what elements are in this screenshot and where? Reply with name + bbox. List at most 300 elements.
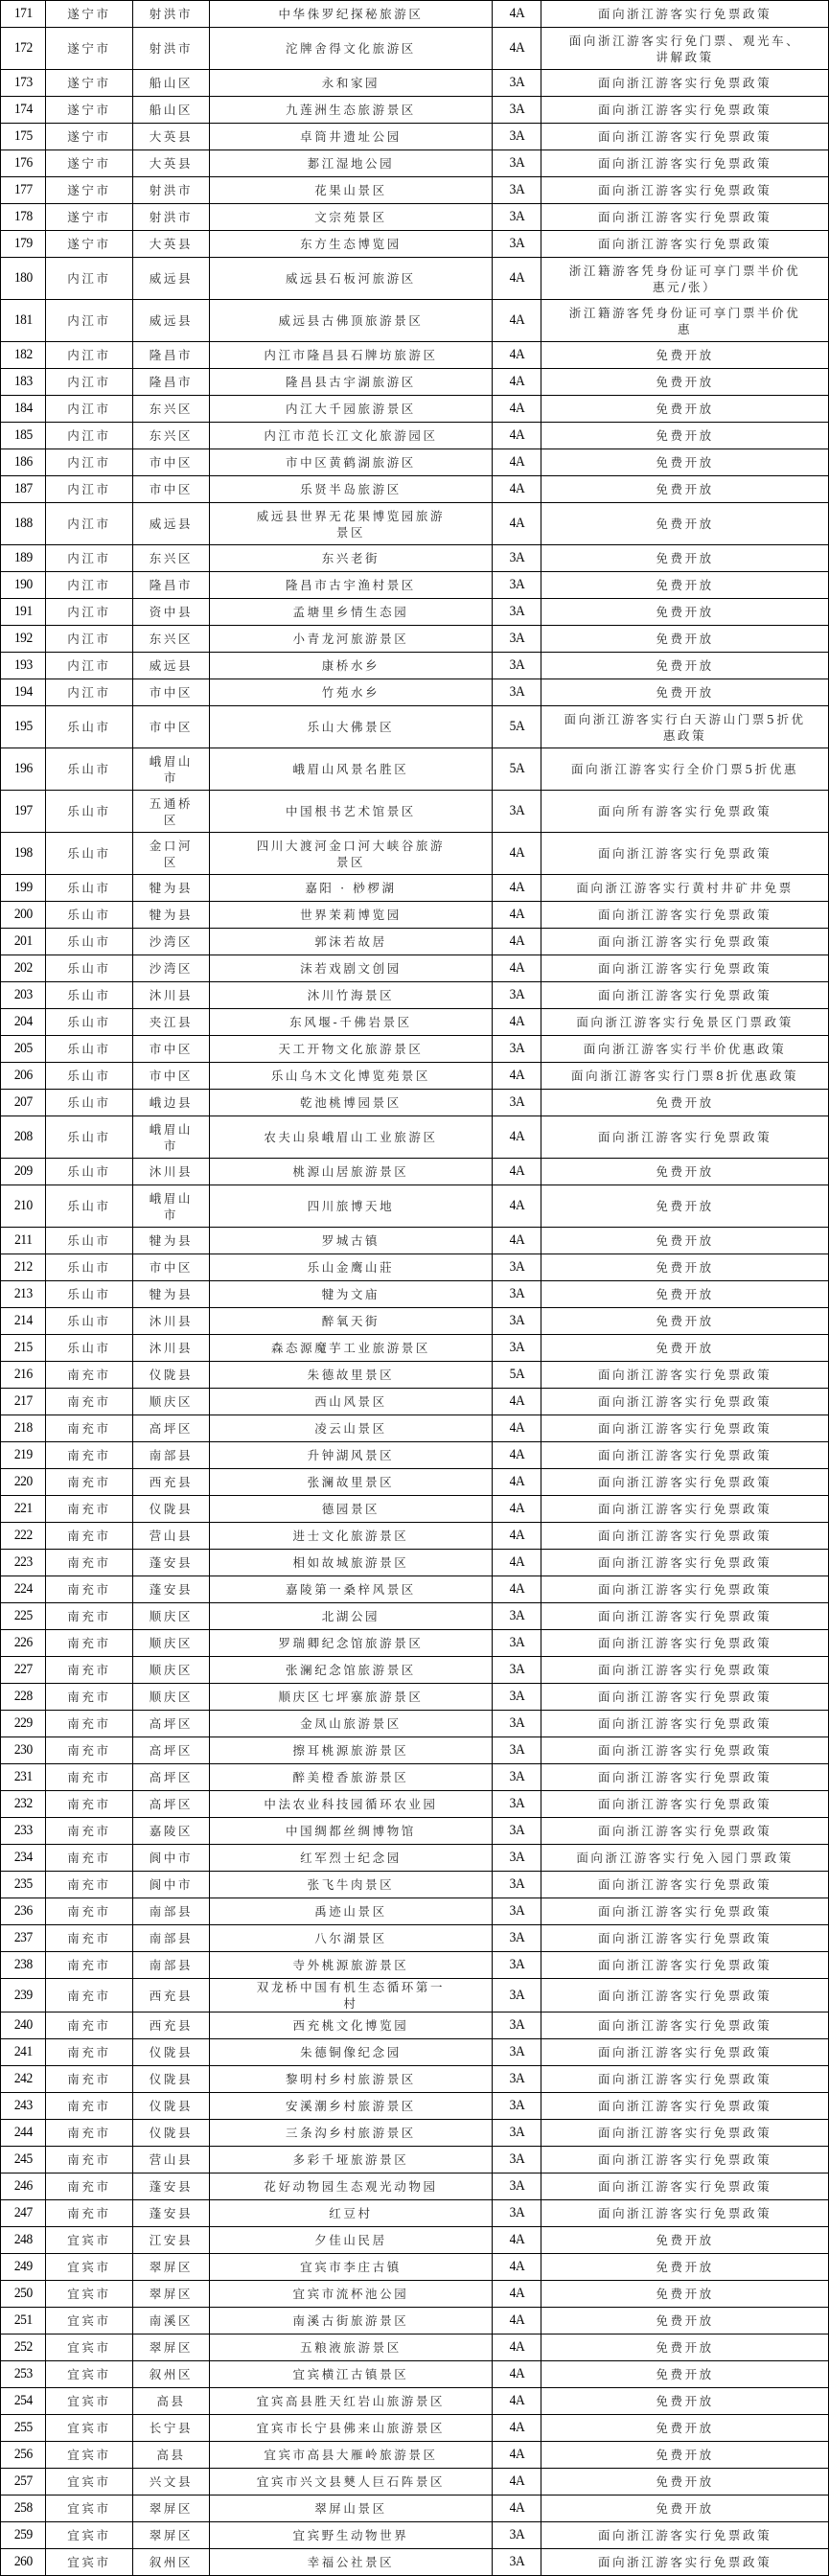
row-number-cell: 230 <box>3 1737 43 1764</box>
policy-cell: 面向浙江游客实行免票政策 <box>541 982 829 1009</box>
row-number-cell: 219 <box>3 1442 43 1469</box>
table-row <box>1 258 829 300</box>
scenic-spot-name-cell: 竹苑水乡 <box>209 679 493 706</box>
rating-level-cell: 3A <box>495 2093 539 2120</box>
table-row <box>1 2388 829 2415</box>
policy-cell: 面向浙江游客实行免票政策 <box>541 1576 829 1603</box>
city-cell: 南充市 <box>45 1791 133 1818</box>
city-cell: 内江市 <box>45 396 133 423</box>
table-row <box>1 476 829 503</box>
row-number-cell: 191 <box>3 599 43 626</box>
table-row <box>1 1090 829 1116</box>
policy-cell: 免费开放 <box>541 423 829 449</box>
scenic-spot-name-cell: 宜宾野生动物世界 <box>209 2522 493 2549</box>
row-number-cell: 224 <box>3 1576 43 1603</box>
rating-level-cell: 3A <box>495 1764 539 1791</box>
city-cell: 乐山市 <box>45 1063 133 1090</box>
scenic-spot-name-cell: 威远县世界无花果博览园旅游景区 <box>209 503 493 545</box>
city-cell: 南充市 <box>45 1845 133 1872</box>
row-number-cell: 218 <box>3 1415 43 1442</box>
policy-cell: 浙江籍游客凭身份证可享门票半价优惠 <box>541 300 829 342</box>
city-cell: 南充市 <box>45 1496 133 1523</box>
city-cell: 内江市 <box>45 572 133 599</box>
scenic-spot-name-cell: 四川大渡河金口河大峡谷旅游景区 <box>209 833 493 875</box>
scenic-spot-name-cell: 文宗苑景区 <box>209 204 493 231</box>
rating-level-cell: 4A <box>495 929 539 955</box>
table-row <box>1 300 829 342</box>
county-cell: 兴文县 <box>133 2469 209 2496</box>
rating-level-cell: 4A <box>495 955 539 982</box>
table-row <box>1 1116 829 1159</box>
policy-cell: 免费开放 <box>541 396 829 423</box>
rating-level-cell: 3A <box>495 1036 539 1063</box>
rating-level-cell: 3A <box>495 1308 539 1335</box>
scenic-spot-name-cell: 西充桃文化博览园 <box>209 2012 493 2039</box>
table-row <box>1 1657 829 1684</box>
county-cell: 仪陇县 <box>133 2093 209 2120</box>
table-row <box>1 2496 829 2522</box>
city-cell: 南充市 <box>45 2120 133 2147</box>
city-cell: 南充市 <box>45 1362 133 1389</box>
rating-level-cell: 4A <box>495 1228 539 1254</box>
rating-level-cell: 5A <box>495 1362 539 1389</box>
table-row <box>1 1308 829 1335</box>
scenic-spot-name-cell: 中华侏罗纪探秘旅游区 <box>209 1 493 28</box>
table-row <box>1 2012 829 2039</box>
policy-cell: 面向浙江游客实行免票政策 <box>541 1925 829 1952</box>
table-row <box>1 1872 829 1898</box>
table-row <box>1 124 829 150</box>
county-cell: 高坪区 <box>133 1791 209 1818</box>
row-number-cell: 241 <box>3 2039 43 2066</box>
scenic-spot-name-cell: 乾池桃博园景区 <box>209 1090 493 1116</box>
city-cell: 乐山市 <box>45 875 133 902</box>
city-cell: 南充市 <box>45 2012 133 2039</box>
table-row <box>1 2093 829 2120</box>
rating-level-cell: 4A <box>495 2227 539 2254</box>
row-number-cell: 214 <box>3 1308 43 1335</box>
table-row <box>1 1711 829 1737</box>
table-row <box>1 2174 829 2200</box>
scenic-spot-name-cell: 南溪古街旅游景区 <box>209 2308 493 2334</box>
city-cell: 内江市 <box>45 423 133 449</box>
county-cell: 仪陇县 <box>133 2066 209 2093</box>
scenic-spot-name-cell: 内江市范长江文化旅游园区 <box>209 423 493 449</box>
scenic-spot-name-cell: 红军烈士纪念园 <box>209 1845 493 1872</box>
row-number-cell: 235 <box>3 1872 43 1898</box>
scenic-spot-name-cell: 孟塘里乡情生态园 <box>209 599 493 626</box>
scenic-spot-name-cell: 禹迹山景区 <box>209 1898 493 1925</box>
row-number-cell: 238 <box>3 1952 43 1979</box>
table-row <box>1 1 829 28</box>
table-row <box>1 2308 829 2334</box>
table-row <box>1 2549 829 2576</box>
row-number-cell: 251 <box>3 2308 43 2334</box>
table-row <box>1 2442 829 2469</box>
row-number-cell: 260 <box>3 2549 43 2576</box>
scenic-spot-name-cell: 幸福公社景区 <box>209 2549 493 2576</box>
city-cell: 乐山市 <box>45 1254 133 1281</box>
city-cell: 乐山市 <box>45 1335 133 1362</box>
county-cell: 大英县 <box>133 231 209 258</box>
rating-level-cell: 4A <box>495 2308 539 2334</box>
policy-cell: 免费开放 <box>541 503 829 545</box>
county-cell: 市中区 <box>133 1063 209 1090</box>
rating-level-cell: 3A <box>495 679 539 706</box>
policy-cell: 免费开放 <box>541 545 829 572</box>
county-cell: 仪陇县 <box>133 1362 209 1389</box>
city-cell: 南充市 <box>45 2066 133 2093</box>
county-cell: 市中区 <box>133 706 209 748</box>
scenic-spot-name-cell: 九莲洲生态旅游景区 <box>209 97 493 124</box>
rating-level-cell: 3A <box>495 1818 539 1845</box>
policy-cell: 面向浙江游客实行免票政策 <box>541 2120 829 2147</box>
row-number-cell: 240 <box>3 2012 43 2039</box>
county-cell: 翠屏区 <box>133 2254 209 2281</box>
county-cell: 射洪市 <box>133 1 209 28</box>
county-cell: 犍为县 <box>133 1228 209 1254</box>
county-cell: 仪陇县 <box>133 1496 209 1523</box>
city-cell: 遂宁市 <box>45 231 133 258</box>
city-cell: 乐山市 <box>45 706 133 748</box>
city-cell: 南充市 <box>45 1979 133 2012</box>
county-cell: 翠屏区 <box>133 2522 209 2549</box>
policy-cell: 面向浙江游客实行免票政策 <box>541 2549 829 2576</box>
table-row <box>1 706 829 748</box>
policy-cell: 面向浙江游客实行免票政策 <box>541 97 829 124</box>
city-cell: 遂宁市 <box>45 70 133 97</box>
row-number-cell: 211 <box>3 1228 43 1254</box>
city-cell: 南充市 <box>45 1442 133 1469</box>
scenic-spot-name-cell: 安溪潮乡村旅游景区 <box>209 2093 493 2120</box>
rating-level-cell: 3A <box>495 70 539 97</box>
city-cell: 内江市 <box>45 258 133 300</box>
rating-level-cell: 3A <box>495 1711 539 1737</box>
scenic-spot-name-cell: 德园景区 <box>209 1496 493 1523</box>
city-cell: 南充市 <box>45 2093 133 2120</box>
rating-level-cell: 4A <box>495 1009 539 1036</box>
county-cell: 沐川县 <box>133 1308 209 1335</box>
rating-level-cell: 3A <box>495 2549 539 2576</box>
county-cell: 江安县 <box>133 2227 209 2254</box>
rating-level-cell: 4A <box>495 300 539 342</box>
county-cell: 射洪市 <box>133 177 209 204</box>
table-row <box>1 1228 829 1254</box>
row-number-cell: 258 <box>3 2496 43 2522</box>
rating-level-cell: 4A <box>495 2388 539 2415</box>
scenic-spot-name-cell: 峨眉山风景名胜区 <box>209 748 493 791</box>
row-number-cell: 203 <box>3 982 43 1009</box>
row-number-cell: 204 <box>3 1009 43 1036</box>
city-cell: 宜宾市 <box>45 2549 133 2576</box>
table-row <box>1 1362 829 1389</box>
rating-level-cell: 4A <box>495 2361 539 2388</box>
county-cell: 东兴区 <box>133 626 209 653</box>
table-row <box>1 791 829 833</box>
row-number-cell: 178 <box>3 204 43 231</box>
city-cell: 宜宾市 <box>45 2227 133 2254</box>
row-number-cell: 186 <box>3 449 43 476</box>
policy-cell: 面向浙江游客实行免票政策 <box>541 1496 829 1523</box>
county-cell: 沙湾区 <box>133 929 209 955</box>
scenic-spot-name-cell: 宜宾市高县大雁岭旅游景区 <box>209 2442 493 2469</box>
city-cell: 内江市 <box>45 653 133 679</box>
scenic-spot-name-cell: 东兴老街 <box>209 545 493 572</box>
policy-cell: 面向浙江游客实行免票政策 <box>541 2012 829 2039</box>
county-cell: 南溪区 <box>133 2308 209 2334</box>
row-number-cell: 195 <box>3 706 43 748</box>
scenic-spot-name-cell: 东方生态博览园 <box>209 231 493 258</box>
rating-level-cell: 4A <box>495 1523 539 1550</box>
county-cell: 市中区 <box>133 476 209 503</box>
scenic-spot-name-cell: 双龙桥中国有机生态循环第一村 <box>209 1979 493 2012</box>
rating-level-cell: 3A <box>495 1630 539 1657</box>
table-row <box>1 231 829 258</box>
table-row <box>1 1764 829 1791</box>
county-cell: 大英县 <box>133 150 209 177</box>
rating-level-cell: 3A <box>495 1603 539 1630</box>
rating-level-cell: 4A <box>495 342 539 369</box>
city-cell: 南充市 <box>45 1550 133 1576</box>
table-row <box>1 2254 829 2281</box>
rating-level-cell: 4A <box>495 1469 539 1496</box>
scenic-spot-name-cell: 花好动物园生态观光动物园 <box>209 2174 493 2200</box>
county-cell: 高坪区 <box>133 1711 209 1737</box>
rating-level-cell: 3A <box>495 1979 539 2012</box>
table-row <box>1 1925 829 1952</box>
rating-level-cell: 3A <box>495 1791 539 1818</box>
row-number-cell: 231 <box>3 1764 43 1791</box>
county-cell: 市中区 <box>133 1254 209 1281</box>
table-row <box>1 1898 829 1925</box>
table-row <box>1 1389 829 1415</box>
scenic-spot-name-cell: 张澜纪念馆旅游景区 <box>209 1657 493 1684</box>
policy-cell: 免费开放 <box>541 653 829 679</box>
policy-cell: 浙江籍游客凭身份证可享门票半价优惠元/张） <box>541 258 829 300</box>
rating-level-cell: 4A <box>495 369 539 396</box>
rating-level-cell: 4A <box>495 1576 539 1603</box>
county-cell: 长宁县 <box>133 2415 209 2442</box>
policy-cell: 面向浙江游客实行免票政策 <box>541 1898 829 1925</box>
rating-level-cell: 3A <box>495 2120 539 2147</box>
rating-level-cell: 4A <box>495 1116 539 1159</box>
table-row <box>1 177 829 204</box>
table-row <box>1 1469 829 1496</box>
rating-level-cell: 3A <box>495 97 539 124</box>
row-number-cell: 172 <box>3 28 43 70</box>
policy-cell: 面向浙江游客实行免票政策 <box>541 1684 829 1711</box>
table-row <box>1 1415 829 1442</box>
table-row <box>1 2200 829 2227</box>
scenic-spot-name-cell: 康桥水乡 <box>209 653 493 679</box>
county-cell: 沙湾区 <box>133 955 209 982</box>
row-number-cell: 212 <box>3 1254 43 1281</box>
policy-cell: 面向浙江游客实行免票政策 <box>541 124 829 150</box>
row-number-cell: 184 <box>3 396 43 423</box>
scenic-spot-name-cell: 寺外桃源旅游景区 <box>209 1952 493 1979</box>
row-number-cell: 185 <box>3 423 43 449</box>
county-cell: 嘉陵区 <box>133 1818 209 1845</box>
county-cell: 五通桥区 <box>133 791 209 833</box>
rating-level-cell: 3A <box>495 626 539 653</box>
policy-cell: 免费开放 <box>541 599 829 626</box>
table-row <box>1 150 829 177</box>
table-row <box>1 626 829 653</box>
scenic-spot-name-cell: 乐山金鹰山莊 <box>209 1254 493 1281</box>
policy-cell: 免费开放 <box>541 1185 829 1228</box>
rating-level-cell: 3A <box>495 1872 539 1898</box>
city-cell: 南充市 <box>45 1818 133 1845</box>
city-cell: 南充市 <box>45 1952 133 1979</box>
city-cell: 遂宁市 <box>45 97 133 124</box>
scenic-spot-name-cell: 张澜故里景区 <box>209 1469 493 1496</box>
scenic-spot-name-cell: 沱牌舍得文化旅游区 <box>209 28 493 70</box>
scenic-spot-name-cell: 醉美橙香旅游景区 <box>209 1764 493 1791</box>
policy-cell: 面向所有游客实行免票政策 <box>541 791 829 833</box>
policy-cell: 面向浙江游客实行免票政策 <box>541 833 829 875</box>
county-cell: 蓬安县 <box>133 2174 209 2200</box>
table-row <box>1 982 829 1009</box>
city-cell: 南充市 <box>45 2200 133 2227</box>
rating-level-cell: 4A <box>495 1063 539 1090</box>
city-cell: 南充市 <box>45 1925 133 1952</box>
rating-level-cell: 4A <box>495 1550 539 1576</box>
rating-level-cell: 3A <box>495 545 539 572</box>
policy-cell: 面向浙江游客实行免票政策 <box>541 902 829 929</box>
table-row <box>1 1335 829 1362</box>
rating-level-cell: 3A <box>495 204 539 231</box>
table-row <box>1 1009 829 1036</box>
rating-level-cell: 4A <box>495 503 539 545</box>
policy-cell: 免费开放 <box>541 2361 829 2388</box>
policy-cell: 免费开放 <box>541 2281 829 2308</box>
county-cell: 蓬安县 <box>133 2200 209 2227</box>
scenic-spot-name-cell: 朱德铜像纪念园 <box>209 2039 493 2066</box>
rating-level-cell: 4A <box>495 396 539 423</box>
scenic-spot-name-cell: 桃源山居旅游景区 <box>209 1159 493 1185</box>
row-number-cell: 206 <box>3 1063 43 1090</box>
table-row <box>1 1442 829 1469</box>
rating-level-cell: 4A <box>495 2254 539 2281</box>
policy-cell: 面向浙江游客实行免票政策 <box>541 1469 829 1496</box>
rating-level-cell: 4A <box>495 258 539 300</box>
scenic-spot-name-cell: 隆昌市古宇渔村景区 <box>209 572 493 599</box>
rating-level-cell: 4A <box>495 1389 539 1415</box>
table-row <box>1 2281 829 2308</box>
rating-level-cell: 3A <box>495 2012 539 2039</box>
policy-cell: 面向浙江游客实行免票政策 <box>541 1952 829 1979</box>
rating-level-cell: 4A <box>495 2442 539 2469</box>
policy-cell: 面向浙江游客实行免票政策 <box>541 2093 829 2120</box>
row-number-cell: 216 <box>3 1362 43 1389</box>
row-number-cell: 243 <box>3 2093 43 2120</box>
county-cell: 叙州区 <box>133 2361 209 2388</box>
county-cell: 东兴区 <box>133 423 209 449</box>
policy-cell: 面向浙江游客实行免票政策 <box>541 1711 829 1737</box>
scenic-spot-name-cell: 犍为文庙 <box>209 1281 493 1308</box>
county-cell: 沐川县 <box>133 1159 209 1185</box>
city-cell: 乐山市 <box>45 982 133 1009</box>
row-number-cell: 248 <box>3 2227 43 2254</box>
table-row <box>1 1159 829 1185</box>
policy-cell: 面向浙江游客实行半价优惠政策 <box>541 1036 829 1063</box>
city-cell: 南充市 <box>45 1523 133 1550</box>
county-cell: 顺庆区 <box>133 1630 209 1657</box>
policy-cell: 面向浙江游客实行免票政策 <box>541 1389 829 1415</box>
county-cell: 船山区 <box>133 70 209 97</box>
scenic-spot-name-cell: 嘉陵第一桑梓风景区 <box>209 1576 493 1603</box>
city-cell: 内江市 <box>45 449 133 476</box>
table-row <box>1 449 829 476</box>
row-number-cell: 177 <box>3 177 43 204</box>
city-cell: 遂宁市 <box>45 177 133 204</box>
rating-level-cell: 4A <box>495 875 539 902</box>
city-cell: 南充市 <box>45 1389 133 1415</box>
city-cell: 南充市 <box>45 1469 133 1496</box>
row-number-cell: 208 <box>3 1116 43 1159</box>
row-number-cell: 217 <box>3 1389 43 1415</box>
policy-cell: 面向浙江游客实行免票政策 <box>541 1657 829 1684</box>
policy-cell: 面向浙江游客实行免票政策 <box>541 1630 829 1657</box>
scenic-spot-name-cell: 北湖公园 <box>209 1603 493 1630</box>
row-number-cell: 257 <box>3 2469 43 2496</box>
policy-cell: 免费开放 <box>541 369 829 396</box>
county-cell: 蓬安县 <box>133 1576 209 1603</box>
rating-level-cell: 3A <box>495 1952 539 1979</box>
row-number-cell: 176 <box>3 150 43 177</box>
city-cell: 乐山市 <box>45 955 133 982</box>
row-number-cell: 181 <box>3 300 43 342</box>
county-cell: 营山县 <box>133 1523 209 1550</box>
policy-cell: 面向浙江游客实行免票政策 <box>541 955 829 982</box>
row-number-cell: 200 <box>3 902 43 929</box>
policy-cell: 面向浙江游客实行免票政策 <box>541 231 829 258</box>
row-number-cell: 250 <box>3 2281 43 2308</box>
policy-cell: 免费开放 <box>541 2227 829 2254</box>
policy-cell: 免费开放 <box>541 2388 829 2415</box>
policy-cell: 免费开放 <box>541 2308 829 2334</box>
policy-cell: 面向浙江游客实行白天游山门票5折优惠政策 <box>541 706 829 748</box>
rating-level-cell: 3A <box>495 2039 539 2066</box>
scenic-spot-name-cell: 郪江湿地公园 <box>209 150 493 177</box>
city-cell: 遂宁市 <box>45 204 133 231</box>
policy-cell: 面向浙江游客实行免票政策 <box>541 150 829 177</box>
row-number-cell: 252 <box>3 2334 43 2361</box>
city-cell: 宜宾市 <box>45 2442 133 2469</box>
rating-level-cell: 3A <box>495 124 539 150</box>
table-row <box>1 748 829 791</box>
policy-cell: 面向浙江游客实行免票政策 <box>541 1550 829 1576</box>
city-cell: 乐山市 <box>45 1308 133 1335</box>
city-cell: 南充市 <box>45 1576 133 1603</box>
county-cell: 阆中市 <box>133 1845 209 1872</box>
policy-cell: 面向浙江游客实行免门票、观光车、讲解政策 <box>541 28 829 70</box>
table-row <box>1 70 829 97</box>
row-number-cell: 259 <box>3 2522 43 2549</box>
city-cell: 内江市 <box>45 369 133 396</box>
county-cell: 隆昌市 <box>133 342 209 369</box>
policy-cell: 面向浙江游客实行免票政策 <box>541 177 829 204</box>
county-cell: 仪陇县 <box>133 2120 209 2147</box>
row-number-cell: 202 <box>3 955 43 982</box>
scenic-spot-name-cell: 罗城古镇 <box>209 1228 493 1254</box>
row-number-cell: 254 <box>3 2388 43 2415</box>
city-cell: 内江市 <box>45 476 133 503</box>
rating-level-cell: 3A <box>495 1898 539 1925</box>
policy-cell: 免费开放 <box>541 2442 829 2469</box>
county-cell: 威远县 <box>133 300 209 342</box>
scenic-spot-name-cell: 红豆村 <box>209 2200 493 2227</box>
